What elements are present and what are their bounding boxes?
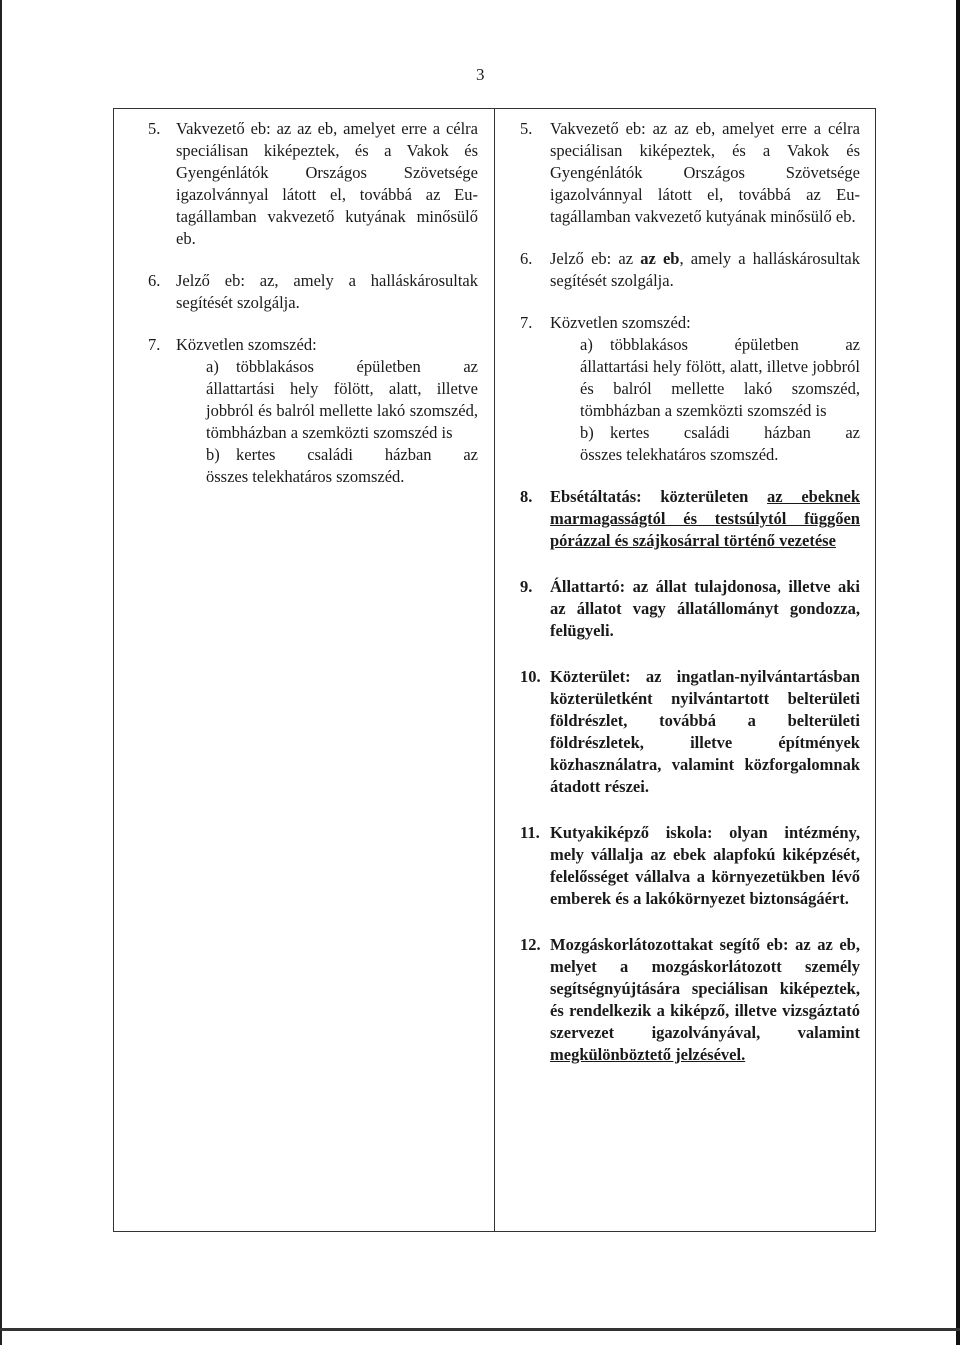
item-number: 5.	[148, 119, 161, 138]
subitem-b-continuation: összes telekhatáros szomszéd.	[206, 467, 405, 486]
left-item-5	[148, 118, 478, 250]
subitem-a	[148, 356, 478, 378]
right-item-6	[520, 248, 860, 292]
item-text	[550, 934, 860, 1066]
item-title: Közvetlen szomszéd:	[550, 313, 691, 332]
item-number: 7.	[148, 335, 161, 354]
item-text-part: Ebsétáltatás: közterületen	[550, 487, 768, 506]
right-item-7	[520, 312, 860, 466]
item-text-underlined: az ebeknek marmagasságtól és testsúlytól függően pórázzal és szájkosárral történő vezetése	[550, 487, 860, 550]
subitem-b-continuation: összes telekhatáros szomszéd.	[580, 445, 779, 464]
item-title: Közvetlen szomszéd:	[176, 335, 317, 354]
right-item-12	[520, 934, 860, 1066]
right-item-9	[520, 576, 860, 642]
item-text	[550, 486, 860, 552]
item-text: Állattartó: az állat tulajdonosa, illetve aki az állatot vagy állatállományt gondozza, felügyeli.	[550, 577, 860, 640]
subitem-b	[148, 444, 478, 466]
page-right-edge	[956, 0, 960, 1345]
right-item-10	[520, 666, 860, 798]
right-item-8	[520, 486, 860, 552]
subitem-a	[520, 334, 860, 356]
item-text: Jelző eb: az, amely a halláskárosultak segítését szolgálja.	[176, 271, 478, 312]
subitem-text: kertes családi házban az	[610, 423, 860, 442]
item-number: 5.	[520, 119, 533, 138]
subitem-a-continuation: állattartási hely fölött, alatt, illetve jobbról és balról mellette lakó szomszéd, tömbházban a szemközti szomszéd is	[580, 357, 860, 420]
subitem-letter: a)	[580, 335, 593, 354]
item-text-underlined: megkülönböztető jelzésével.	[550, 1045, 746, 1064]
item-number: 6.	[148, 271, 161, 290]
left-item-7	[148, 334, 478, 488]
item-number: 12.	[520, 935, 541, 954]
left-column	[148, 118, 478, 488]
page-bottom-edge	[0, 1328, 960, 1331]
subitem-a-continuation: állattartási hely fölött, alatt, illetve jobbról és balról mellette lakó szomszéd, tömbházban a szemközti szomszéd is	[206, 379, 478, 442]
subitem-letter: b)	[206, 445, 220, 464]
subitem-letter: a)	[206, 357, 219, 376]
subitem-text: többlakásos épületben az	[236, 357, 478, 376]
item-text-bold: az eb	[640, 249, 680, 268]
item-text: Kutyakiképző iskola: olyan intézmény, mely vállalja az ebek alapfokú kiképzését, felelősséget vállalva a környezetükben lévő emberek és a lakókörnyezet biztonságáért.	[550, 823, 860, 908]
subitem-b	[520, 422, 860, 444]
item-text	[550, 248, 860, 292]
item-text: Vakvezető eb: az az eb, amelyet erre a célra speciálisan kiképeztek, és a Vakok és Gyengénlátók Országos Szövetsége igazolvánnyal látott el, továbbá az Eu-tagállamban vakvezető kutyának minősülő eb.	[550, 119, 860, 226]
item-number: 11.	[520, 823, 540, 842]
item-number: 10.	[520, 667, 541, 686]
item-text: Vakvezető eb: az az eb, amelyet erre a célra speciálisan kiképeztek, és a Vakok és Gyengénlátók Országos Szövetsége igazolvánnyal látott el, továbbá az Eu-tagállamban vakvezető kutyának minősülő eb.	[176, 119, 478, 248]
right-column	[520, 118, 860, 1086]
page-number: 3	[476, 65, 485, 84]
page-left-edge	[0, 0, 2, 1345]
item-number: 7.	[520, 313, 533, 332]
item-text-part: Jelző eb: az	[550, 249, 641, 268]
right-item-11	[520, 822, 860, 910]
left-item-6	[148, 270, 478, 314]
column-divider	[494, 108, 495, 1232]
subitem-text: többlakásos épületben az	[610, 335, 860, 354]
right-item-5	[520, 118, 860, 228]
item-number: 6.	[520, 249, 533, 268]
item-text-part: , amely a halláskárosultak segítését szolgálja.	[550, 249, 860, 290]
item-text: Közterület: az ingatlan-nyilvántartásban közterületként nyilvántartott belterületi földrészlet, továbbá a belterületi földrészletek, illetve építmények közhasználatra, valamint közforgalomnak átadott részei.	[550, 667, 860, 796]
subitem-letter: b)	[580, 423, 594, 442]
item-number: 9.	[520, 577, 533, 596]
subitem-text: kertes családi házban az	[236, 445, 478, 464]
item-text-part: Mozgáskorlátozottakat segítő eb: az az eb, melyet a mozgáskorlátozott személy segítségnyújtására speciálisan kiképeztek, és rendelkezik a kiképző, illetve vizsgáztató szervezet igazolványával, valamint	[550, 935, 860, 1042]
item-number: 8.	[520, 487, 533, 506]
